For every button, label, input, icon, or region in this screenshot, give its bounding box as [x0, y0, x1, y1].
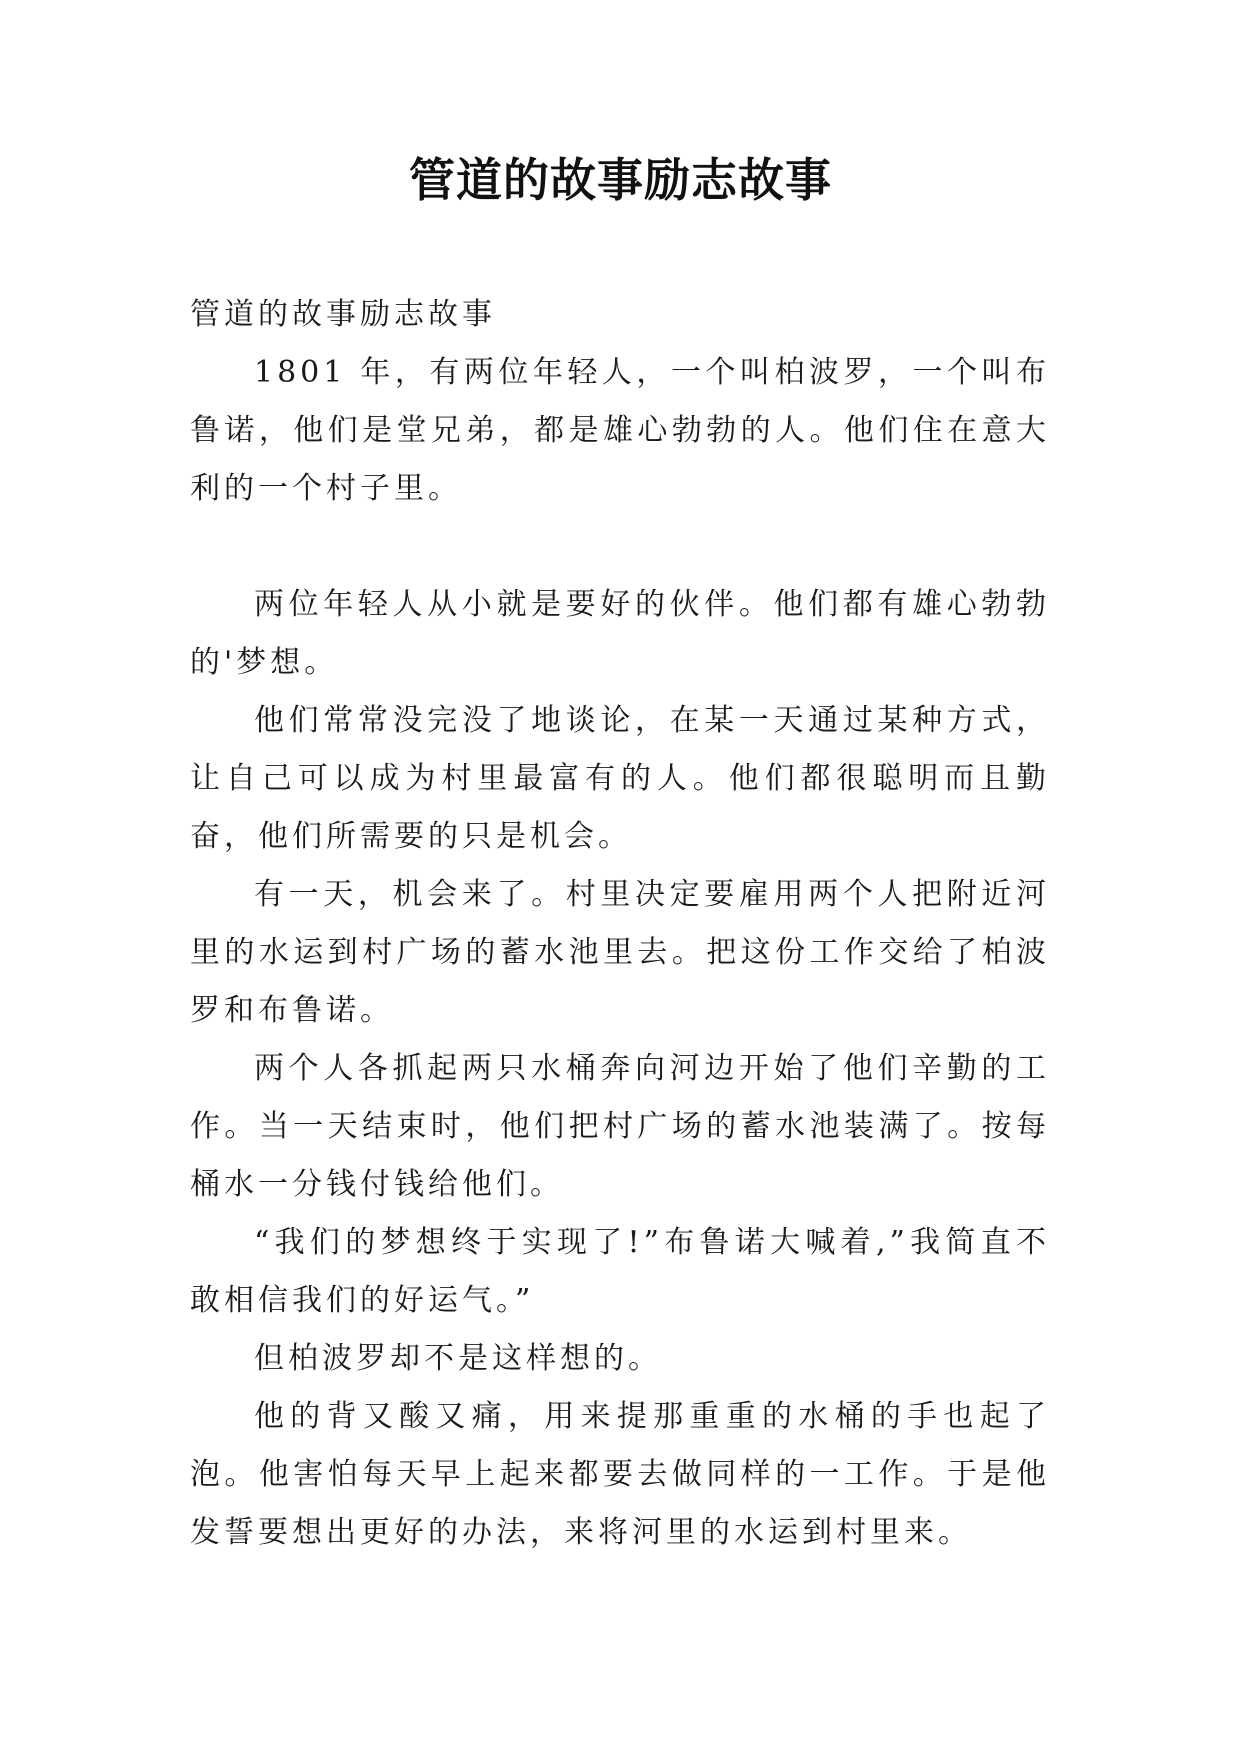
paragraph-3: 他们常常没完没了地谈论，在某一天通过某种方式，让自己可以成为村里最富有的人。他们都很聪明而且勤奋，他们所需要的只是机会。	[190, 703, 1050, 854]
paragraph-7: 但柏波罗却不是这样想的。	[254, 1341, 662, 1376]
body-heading: 管道的故事励志故事	[190, 297, 496, 332]
paragraph-1: 1801 年，有两位年轻人，一个叫柏波罗，一个叫布鲁诺，他们是堂兄弟，都是雄心勃勃的人。他们住在意大利的一个村子里。	[190, 355, 1050, 506]
paragraph-gap	[190, 518, 1050, 576]
paragraph-6: “我们的梦想终于实现了!”布鲁诺大喊着,”我简直不敢相信我们的好运气。”	[190, 1225, 1050, 1318]
paragraph-5: 两个人各抓起两只水桶奔向河边开始了他们辛勤的工作。当一天结束时，他们把村广场的蓄水池装满了。按每桶水一分钱付钱给他们。	[190, 1051, 1050, 1202]
paragraph-8: 他的背又酸又痛，用来提那重重的水桶的手也起了泡。他害怕每天早上起来都要去做同样的一工作。于是他发誓要想出更好的办法，来将河里的水运到村里来。	[190, 1399, 1050, 1550]
paragraph-2: 两位年轻人从小就是要好的伙伴。他们都有雄心勃勃的'梦想。	[190, 587, 1050, 680]
document-title: 管道的故事励志故事	[409, 153, 832, 207]
document-body	[190, 286, 1050, 1562]
paragraph-4: 有一天，机会来了。村里决定要雇用两个人把附近河里的水运到村广场的蓄水池里去。把这份工作交给了柏波罗和布鲁诺。	[190, 877, 1050, 1028]
